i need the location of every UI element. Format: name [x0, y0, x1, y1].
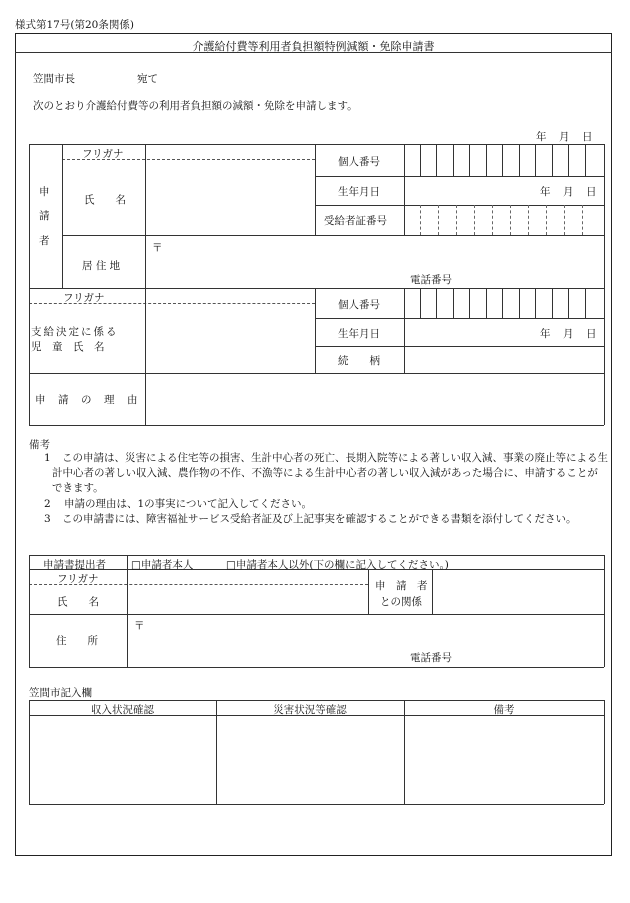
note-item-2-num: 2	[44, 498, 51, 510]
child-relation-label: 続 柄	[338, 355, 380, 367]
applicant-birthdate-value: 年 月 日	[540, 186, 598, 198]
title-divider	[15, 52, 612, 53]
submitter-postal-mark: 〒	[134, 620, 145, 632]
applicant-postal-mark: 〒	[152, 242, 163, 254]
applicant-side-label-1: 申	[39, 186, 50, 198]
recipient-cert-label: 受給者証番号	[324, 215, 387, 227]
office-col-remarks: 備考	[493, 704, 515, 716]
applicant-birthdate-label: 生年月日	[338, 186, 380, 198]
note-item-3-text: この申請書には、障害福祉サービス受給者証及び上記事実を確認することができる書類を添付してください。	[62, 513, 577, 525]
application-date: 年 月 日	[536, 131, 594, 143]
submitter-relation-label-line2: との関係	[380, 596, 422, 608]
submitter-phone-label: 電話番号	[410, 652, 452, 664]
office-heading: 笠間市記入欄	[29, 687, 92, 699]
applicant-side-label-2: 請	[39, 210, 50, 222]
applicant-name-label: 氏 名	[84, 194, 126, 206]
child-name-label-line1: 支給決定に係る	[31, 326, 119, 338]
submitter-address-label: 住 所	[56, 635, 98, 647]
submitter-relation-label-line1: 申 請 者	[375, 580, 428, 592]
child-birthdate-value: 年 月 日	[540, 328, 598, 340]
office-col-income: 収入状況確認	[91, 704, 154, 716]
note-item-1-text: この申請は、災害による住宅等の損害、生計中心者の死亡、長期入院等による著しい収入減、事業の廃止等による生計中心者の著しい収入減、農作物の不作、不漁等による生計中心者の著しい収入減があった場合に、申請することができます。	[52, 452, 608, 494]
addressee: 笠間市長	[33, 73, 75, 85]
note-item-1-num: 1	[44, 452, 51, 464]
submitter-label: 申請書提出者	[43, 559, 106, 571]
child-furigana-label: フリガナ	[63, 292, 105, 304]
office-col-disaster: 災害状況等確認	[273, 704, 347, 716]
applicant-phone-label: 電話番号	[410, 274, 452, 286]
applicant-side-label-3: 者	[39, 235, 50, 247]
child-birthdate-label: 生年月日	[338, 328, 380, 340]
submitter-name-label: 氏 名	[57, 596, 99, 608]
child-name-label-line2: 児 童 氏 名	[31, 341, 105, 353]
submitter-furigana-label: フリガナ	[57, 573, 99, 585]
addressee-suffix: 宛て	[137, 73, 158, 85]
submitter-self-checkbox[interactable]: □申請者本人	[131, 559, 194, 571]
note-item-3-num: 3	[44, 513, 51, 525]
child-individual-number-label: 個人番号	[338, 299, 380, 311]
notes-heading: 備考	[29, 439, 50, 451]
applicant-furigana-label: フリガナ	[82, 148, 124, 160]
applicant-address-label: 居 住 地	[82, 260, 121, 272]
intro-text: 次のとおり介護給付費等の利用者負担額の減額・免除を申請します。	[33, 100, 358, 112]
reason-label: 申 請 の 理 由	[35, 394, 139, 406]
form-number: 様式第17号(第20条関係)	[15, 19, 134, 31]
note-item-2-text: 申請の理由は、1の事実について記入してください。	[64, 498, 312, 510]
applicant-individual-number-label: 個人番号	[338, 156, 380, 168]
submitter-other-checkbox[interactable]: □申請者本人以外(下の欄に記入してください。)	[226, 559, 449, 571]
form-title: 介護給付費等利用者負担額特例減額・免除申請書	[192, 40, 435, 53]
